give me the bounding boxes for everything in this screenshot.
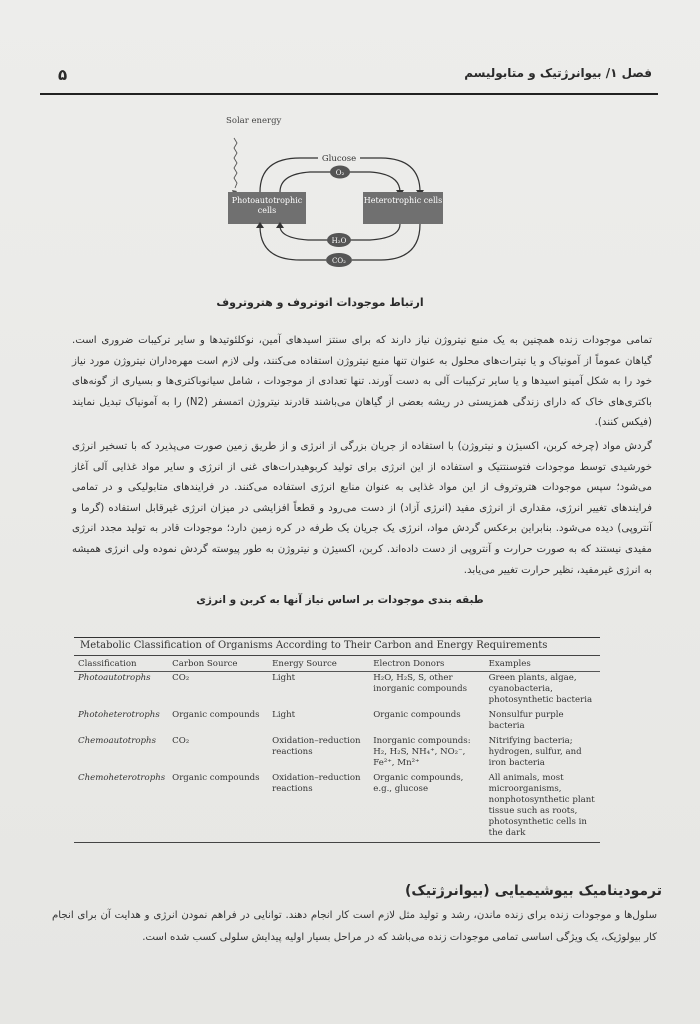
- table-bottom-rule: [74, 842, 600, 843]
- col-electron-donors: Electron Donors: [369, 656, 484, 672]
- water-arrow-right: [346, 224, 400, 240]
- glucose-label: Glucose: [321, 154, 357, 164]
- cell-classification: Photoheterotrophs: [78, 710, 160, 720]
- table-row: [74, 772, 600, 842]
- cell-carbon-source: Organic compounds: [172, 773, 260, 783]
- cell-energy-source: Oxidation–reduction reactions: [272, 773, 361, 794]
- table-caption: Metabolic Classification of Organisms According to Their Carbon and Energy Requirements: [74, 637, 600, 656]
- oxygen-arrow-left: [280, 172, 332, 192]
- cell-electron-donors: Organic compounds, e.g., glucose: [373, 773, 464, 794]
- table-row: [74, 709, 600, 735]
- cell-classification: Chemoautotrophs: [78, 736, 156, 746]
- table-row: [74, 735, 600, 772]
- heterotrophic-label: Heterotrophic cells: [363, 196, 443, 205]
- cell-examples: All animals, most microorganisms, nonphotosynthetic plant tissue such as roots, photosynthetic cells in the dark: [488, 773, 595, 838]
- classification-table: [74, 637, 600, 843]
- heterotrophic-label-wrap: [363, 196, 443, 222]
- co2-arrow-right: [352, 224, 420, 260]
- figure-caption: ارتباط موجودات اتوتروف و هتروتروف: [216, 296, 424, 309]
- co2-arrow-left: [260, 226, 326, 260]
- chapter-title: فصل ۱/ بیوانرژتیک و متابولیسم: [464, 66, 652, 80]
- paragraph-material-cycle: گردش مواد (چرخه کربن، اکسیژن و نیتروژن) با استفاده از جریان بزرگی از انرژی و از طریق زمین صورت می‌پذیرد که با تسخیر انرژی خورشیدی توسط موجودات فتوسنتتیک و استفاده از این انرژی برای تولید کربوهیدرات‌های غنی از انرژی و سایر مواد غذایی آلی آغاز می‌شود؛ سپس موجودات هتروتروف از این مواد غذایی به عنوان منابع انرژی استفاده می‌کنند. در فرایندهای متابولیکی و در تمامی فرایندهای تغییر انرژی، مقداری از انرژی مفید (انرژی آزاد) از دست می‌رود و قطعاً افزایشی در میزان انرژی غیرقابل استفاده (گرما و آنتروپی) دیده می‌شود. بنابراین برعکس گردش مواد، انرژی یک جریان یک طرفه در کره زمین دارد؛ موجودات قادر به تولید مجدد انرژی مفیدی نیستند که به صورت حرارت و آنتروپی از دست داده‌اند. کربن، اکسیژن و نیتروژن به طور پیوسته گردش نموده ولی انرژی همیشه به انرژی غیرمفید، نظیر حرارت تغییر می‌یابد.: [72, 441, 652, 576]
- cell-electron-donors: Inorganic compounds: H₂, H₂S, NH₄⁺, NO₂⁻, Fe²⁺, Mn²⁺: [373, 736, 471, 768]
- solar-energy-label: Solar energy: [226, 116, 282, 126]
- autotroph-heterotroph-diagram: [220, 110, 460, 280]
- oxygen-arrow-right: [348, 172, 400, 192]
- col-energy-source: Energy Source: [268, 656, 369, 672]
- cell-energy-source: Oxidation–reduction reactions: [272, 736, 361, 757]
- header-divider: [40, 93, 658, 95]
- paragraph-nitrogen: تمامی موجودات زنده همچنین به یک منبع نیتروژن نیاز دارند که برای سنتز اسیدهای آمین، نوکلئوتیدها و سایر ترکیبات ضروری است. گیاهان عموماً از آمونیاک و یا نیترات‌های محلول به عنوان تنها منبع نیتروژن استفاده می‌کنند، ولی لازم است مهره‌داران نیتروژن مورد نیاز خود را به شکل آمینو اسیدها و یا سایر ترکیبات آلی به دست آورند. تنها تعدادی از موجودات ، شامل سیانوباکتری‌ها و بسیاری از گونه‌های باکتری‌های خاک که دارای زندگی همزیستی در ریشه بعضی از گیاهان می‌باشند قادرند نیتروژن اتمسفر (N2) را به آمونیاک تبدیل نمایند (فیکس کنند).: [72, 335, 652, 429]
- col-classification: Classification: [74, 656, 168, 672]
- cell-examples: Green plants, algae, cyanobacteria, photosynthetic bacteria: [488, 673, 593, 705]
- cell-carbon-source: CO₂: [172, 673, 190, 683]
- photoautotrophic-label-wrap: [228, 196, 306, 222]
- cell-classification: Chemoheterotrophs: [78, 773, 166, 783]
- section-heading: ترمودینامیک بیوشیمیایی (بیوانرژتیک): [405, 883, 662, 899]
- cell-energy-source: Light: [272, 710, 296, 720]
- water-arrow-left: [280, 226, 332, 240]
- h2o-label: H₂O: [331, 237, 347, 245]
- table-header-row: [74, 656, 600, 672]
- co2-label: CO₂: [332, 257, 346, 265]
- diagram-svg: [220, 110, 460, 280]
- cell-electron-donors: Organic compounds: [373, 710, 461, 720]
- cell-examples: Nonsulfur purple bacteria: [488, 710, 564, 731]
- cell-carbon-source: CO₂: [172, 736, 190, 746]
- table-row: [74, 672, 600, 710]
- cell-electron-donors: H₂O, H₂S, S, other inorganic compounds: [373, 673, 468, 694]
- col-carbon-source: Carbon Source: [168, 656, 268, 672]
- glucose-arrow-left: [260, 158, 318, 192]
- classification-grid: [74, 656, 600, 842]
- cell-carbon-source: Organic compounds: [172, 710, 260, 720]
- glucose-arrow-right: [360, 158, 420, 192]
- col-examples: Examples: [485, 656, 600, 672]
- page-number: ۵: [58, 66, 68, 84]
- cell-classification: Photoautotrophs: [78, 673, 151, 683]
- cell-examples: Nitrifying bacteria; hydrogen, sulfur, and iron bacteria: [488, 736, 582, 768]
- photoautotrophic-label: Photoautotrophic cells: [231, 196, 303, 215]
- cell-energy-source: Light: [272, 673, 296, 683]
- solar-ray: [234, 138, 237, 188]
- paragraph-bioenergetics: سلول‌ها و موجودات زنده برای زنده ماندن، رشد و تولید مثل لازم است کار انجام دهند. توانایی در فراهم نمودن انرژی و هدایت آن برای انجام کار بیولوژیک، یک ویژگی اساسی تمامی موجودات زنده می‌باشد که در مراحل بسیار اولیه پیدایش سلولی کسب شده است.: [52, 910, 657, 943]
- table-title-fa: طبقه بندی موجودات بر اساس نیاز آنها به کربن و انرژی: [196, 594, 484, 606]
- o2-label: O₂: [335, 169, 345, 177]
- page-header: [40, 64, 660, 86]
